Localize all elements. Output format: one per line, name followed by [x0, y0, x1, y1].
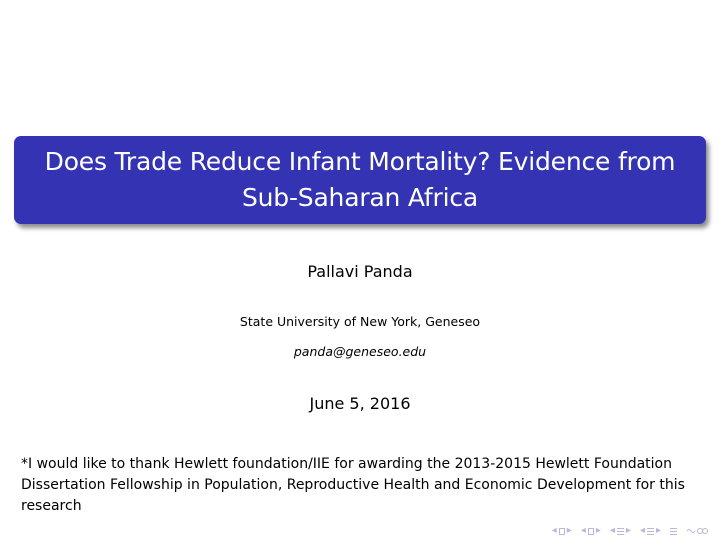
prev-subsection-icon[interactable]: ◂	[580, 525, 586, 536]
prev-section-icon[interactable]: ◂	[609, 525, 615, 536]
next-subsection-icon[interactable]: ▸	[595, 525, 601, 536]
title-block	[14, 136, 706, 224]
beamer-navigation-bar	[552, 526, 708, 536]
search-icon[interactable]	[686, 527, 708, 535]
subsection-nav-group	[581, 526, 601, 536]
slide-title: Does Trade Reduce Infant Mortality? Evidence from Sub-Saharan Africa	[44, 147, 676, 212]
author-email: panda@geneseo.edu	[293, 344, 427, 359]
institute-name: State University of New York, Geneseo	[239, 314, 481, 329]
next-slide-icon[interactable]: ▸	[655, 525, 661, 536]
section-icon[interactable]	[617, 528, 624, 535]
acknowledgement-footnote: *I would like to thank Hewlett foundation/IIE for awarding the 2013-2015 Hewlett Foundation Dissertation Fellowship in Population, Reproductive Health and Economic Development for this research	[21, 456, 685, 514]
slide-nav-group	[640, 526, 661, 536]
slide-icon[interactable]	[647, 528, 654, 535]
subsection-icon[interactable]	[588, 528, 594, 535]
next-frame-icon[interactable]: ▸	[566, 525, 572, 536]
align-icon[interactable]	[670, 528, 677, 535]
frame-nav-group	[552, 526, 572, 536]
section-nav-group	[610, 526, 631, 536]
next-section-icon[interactable]: ▸	[625, 525, 631, 536]
frame-icon[interactable]	[559, 528, 565, 535]
prev-slide-icon[interactable]: ◂	[639, 525, 645, 536]
prev-frame-icon[interactable]: ◂	[551, 525, 557, 536]
presentation-date: June 5, 2016	[309, 394, 411, 413]
author-name: Pallavi Panda	[307, 262, 413, 281]
